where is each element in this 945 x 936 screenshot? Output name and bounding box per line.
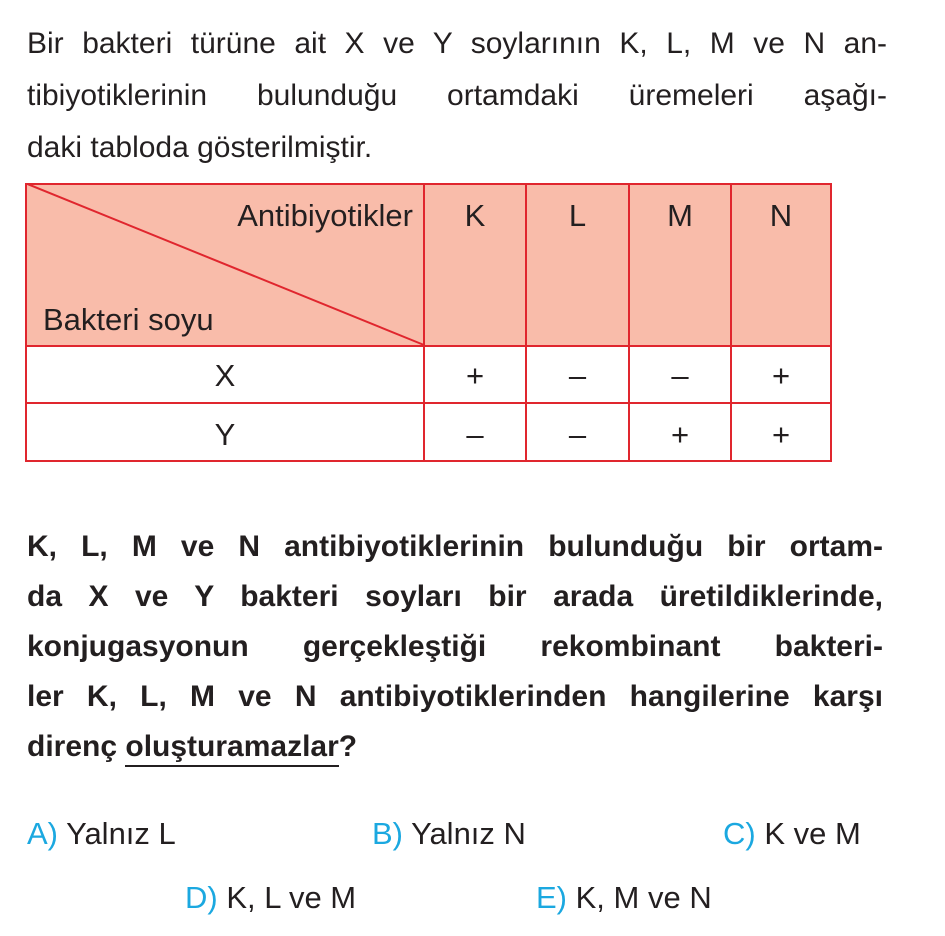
table-header-divider xyxy=(25,345,832,347)
table-row-divider xyxy=(25,402,832,404)
cell-x-k: + xyxy=(465,358,485,393)
cell-x-m: – xyxy=(671,358,689,393)
option-e[interactable] xyxy=(536,880,712,916)
row-label-y: Y xyxy=(214,417,236,452)
question-emphasis-word: oluşturamazlar xyxy=(125,730,338,767)
corner-label-antibiotics: Antibiyotikler xyxy=(237,198,413,233)
cell-x-l: – xyxy=(568,358,587,393)
option-c[interactable] xyxy=(723,816,861,852)
intro-line-1: Bir bakteri türüne ait X ve Y soylarının K, L, M ve N an- xyxy=(27,27,887,60)
option-a-letter: A) xyxy=(27,816,58,851)
option-a[interactable] xyxy=(27,816,176,852)
question-line-2: da X ve Y bakteri soyları bir arada üretildiklerinde, xyxy=(27,580,883,613)
option-b[interactable] xyxy=(372,816,526,852)
corner-label-bacteria-strain: Bakteri soyu xyxy=(43,302,214,337)
option-b-letter: B) xyxy=(372,816,403,851)
option-c-letter: C) xyxy=(723,816,756,851)
question-line-5-suffix: ? xyxy=(338,730,358,763)
intro-line-3: daki tabloda gösterilmiştir. xyxy=(27,131,373,164)
question-text xyxy=(27,522,883,772)
resistance-table xyxy=(25,183,832,462)
question-line-1: K, L, M ve N antibiyotiklerinin bulunduğu bir ortam- xyxy=(27,530,883,563)
cell-y-l: – xyxy=(568,417,587,452)
option-c-text: K ve M xyxy=(764,816,861,851)
cell-y-k: – xyxy=(466,417,484,452)
option-e-letter: E) xyxy=(536,880,567,915)
column-header-n: N xyxy=(769,198,793,233)
column-header-m: M xyxy=(667,198,693,233)
column-header-k: K xyxy=(464,198,486,233)
option-b-text: Yalnız N xyxy=(411,816,526,851)
table-border-bottom xyxy=(25,460,832,462)
question-line-5 xyxy=(27,722,883,772)
question-line-4: ler K, L, M ve N antibiyotiklerinden hangilerine karşı xyxy=(27,680,883,713)
table-border-top xyxy=(25,183,832,185)
column-header-l: L xyxy=(568,198,587,233)
question-line-3: konjugasyonun gerçekleştiği rekombinant bakteri- xyxy=(27,630,883,663)
question-line-5-prefix: direnç xyxy=(27,730,126,763)
intro-line-2: tibiyotiklerinin bulunduğu ortamdaki üremeleri aşağı- xyxy=(27,79,887,112)
table-border-right xyxy=(830,183,832,462)
cell-y-n: + xyxy=(771,417,791,452)
option-d[interactable] xyxy=(185,880,356,916)
option-e-text: K, M ve N xyxy=(575,880,712,915)
cell-y-m: + xyxy=(670,417,690,452)
option-d-letter: D) xyxy=(185,880,218,915)
option-d-text: K, L ve M xyxy=(226,880,357,915)
intro-paragraph xyxy=(27,18,887,174)
cell-x-n: + xyxy=(771,358,791,393)
option-a-text: Yalnız L xyxy=(66,816,176,851)
row-label-x: X xyxy=(214,358,236,393)
